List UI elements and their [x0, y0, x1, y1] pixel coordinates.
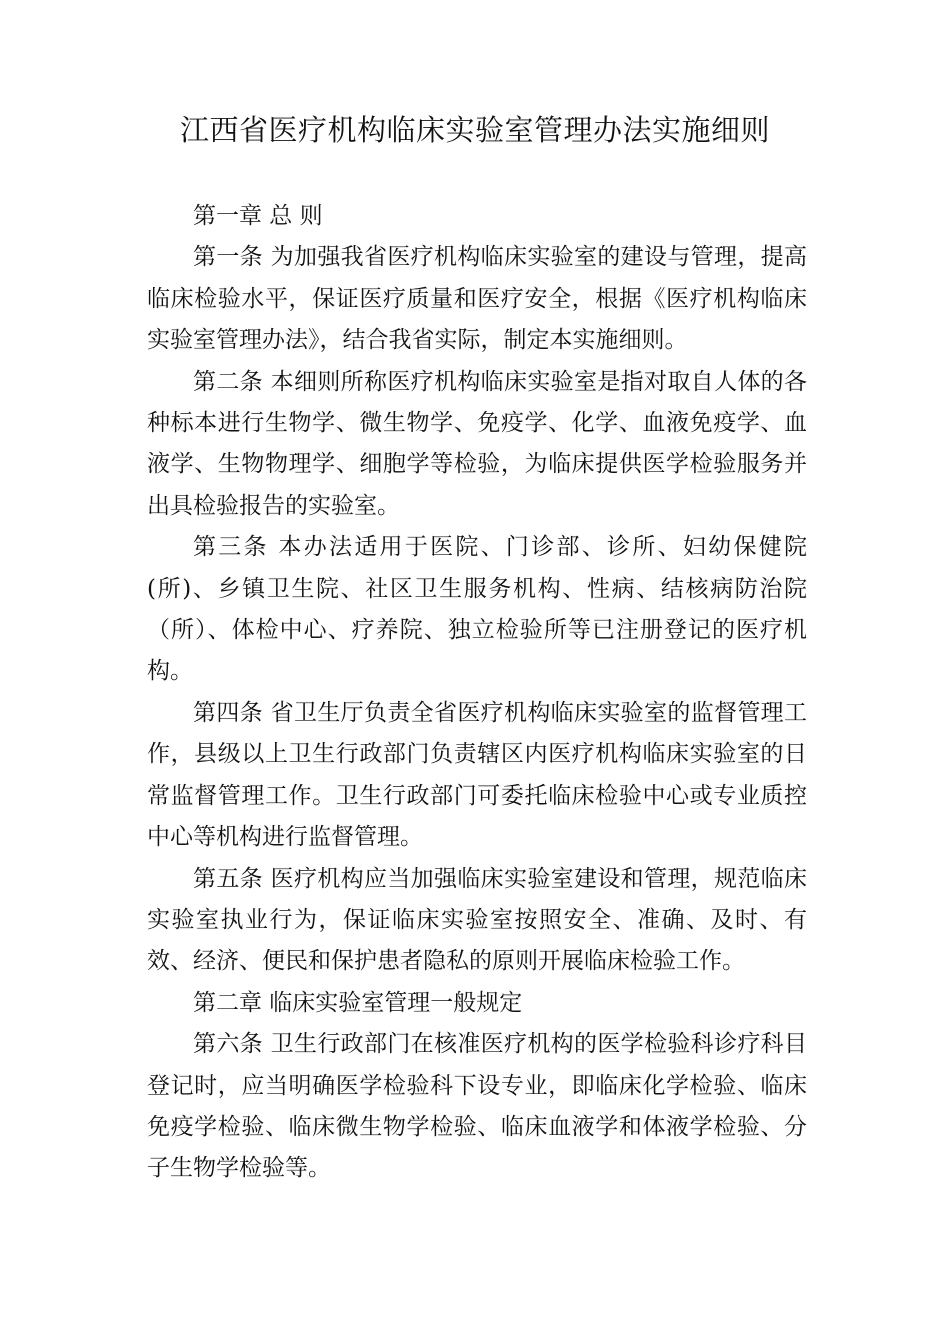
chapter-heading-2: 第二章 临床实验室管理一般规定 — [193, 989, 523, 1016]
document-title: 江西省医疗机构临床实验室管理办法实施细则 — [179, 113, 770, 147]
article-5: 第五条 医疗机构应当加强临床实验室建设和管理，规范临床实验室执业行为，保证临床实验室按照安全、准确、及时、有效、经济、便民和保护患者隐私的原则开展临床检验工作。 — [147, 865, 807, 975]
article-6: 第六条 卫生行政部门在核准医疗机构的医学检验科诊疗科目登记时，应当明确医学检验科下设专业，即临床化学检验、临床免疫学检验、临床微生物学检验、临床血液学和体液学检验、分子生物学检验等。 — [147, 1031, 807, 1182]
article-4: 第四条 省卫生厅负责全省医疗机构临床实验室的监督管理工作，县级以上卫生行政部门负责辖区内医疗机构临床实验室的日常监督管理工作。卫生行政部门可委托临床检验中心或专业质控中心等机构进行监督管理。 — [147, 699, 807, 851]
document-body — [147, 196, 807, 1190]
article-2: 第二条 本细则所称医疗机构临床实验室是指对取自人体的各种标本进行生物学、微生物学、免疫学、化学、血液免疫学、血液学、生物物理学、细胞学等检验，为临床提供医学检验服务并出具检验报告的实验室。 — [147, 368, 807, 519]
chapter-heading-1: 第一章 总 则 — [193, 203, 323, 229]
article-3: 第三条 本办法适用于医院、门诊部、诊所、妇幼保健院(所)、乡镇卫生院、社区卫生服务机构、性病、结核病防治院（所）、体检中心、疗养院、独立检验所等已注册登记的医疗机构。 — [147, 534, 807, 685]
article-1: 第一条 为加强我省医疗机构临床实验室的建设与管理，提高临床检验水平，保证医疗质量和医疗安全，根据《医疗机构临床实验室管理办法》，结合我省实际，制定本实施细则。 — [147, 244, 807, 354]
